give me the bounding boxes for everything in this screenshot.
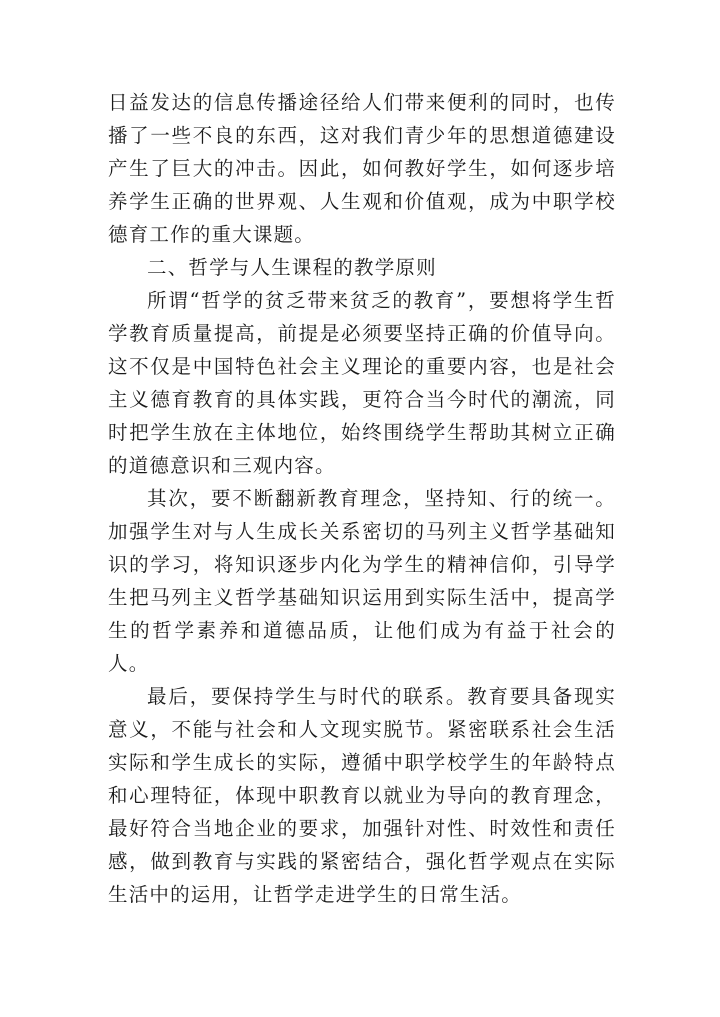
section-heading: 二、哲学与人生课程的教学原则 — [147, 256, 437, 279]
paragraph-intro-continuation: 日益发达的信息传播途径给人们带来便利的同时，也传播了一些不良的东西，这对我们青少年的思想道德建设产生了巨大的冲击。因此，如何教好学生，如何逐步培养学生正确的世界观、人生观和价值观，成为中职学校德育工作的重大课题。 — [108, 91, 616, 246]
paragraph-value-orientation: 所谓“哲学的贫乏带来贫乏的教育”，要想将学生哲学教育质量提高，前提是必须要坚持正确的价值导向。这不仅是中国特色社会主义理论的重要内容，也是社会主义德育教育的具体实践，更符合当今时代的潮流，同时把学生放在主体地位，始终围绕学生帮助其树立正确的道德意识和三观内容。 — [108, 289, 616, 477]
document-body — [108, 86, 616, 911]
paragraph-times-connection: 最后，要保持学生与时代的联系。教育要具备现实意义，不能与社会和人文现实脱节。紧密联系社会生活实际和学生成长的实际，遵循中职学校学生的年龄特点和心理特征，体现中职教育以就业为导向的教育理念，最好符合当地企业的要求，加强针对性、时效性和责任感，做到教育与实践的紧密结合，强化哲学观点在实际生活中的运用，让哲学走进学生的日常生活。 — [108, 685, 616, 906]
paragraph-education-concept: 其次，要不断翻新教育理念，坚持知、行的统一。加强学生对与人生成长关系密切的马列主义哲学基础知识的学习，将知识逐步内化为学生的精神信仰，引导学生把马列主义哲学基础知识运用到实际生活中，提高学生的哲学素养和道德品质，让他们成为有益于社会的人。 — [108, 487, 616, 675]
